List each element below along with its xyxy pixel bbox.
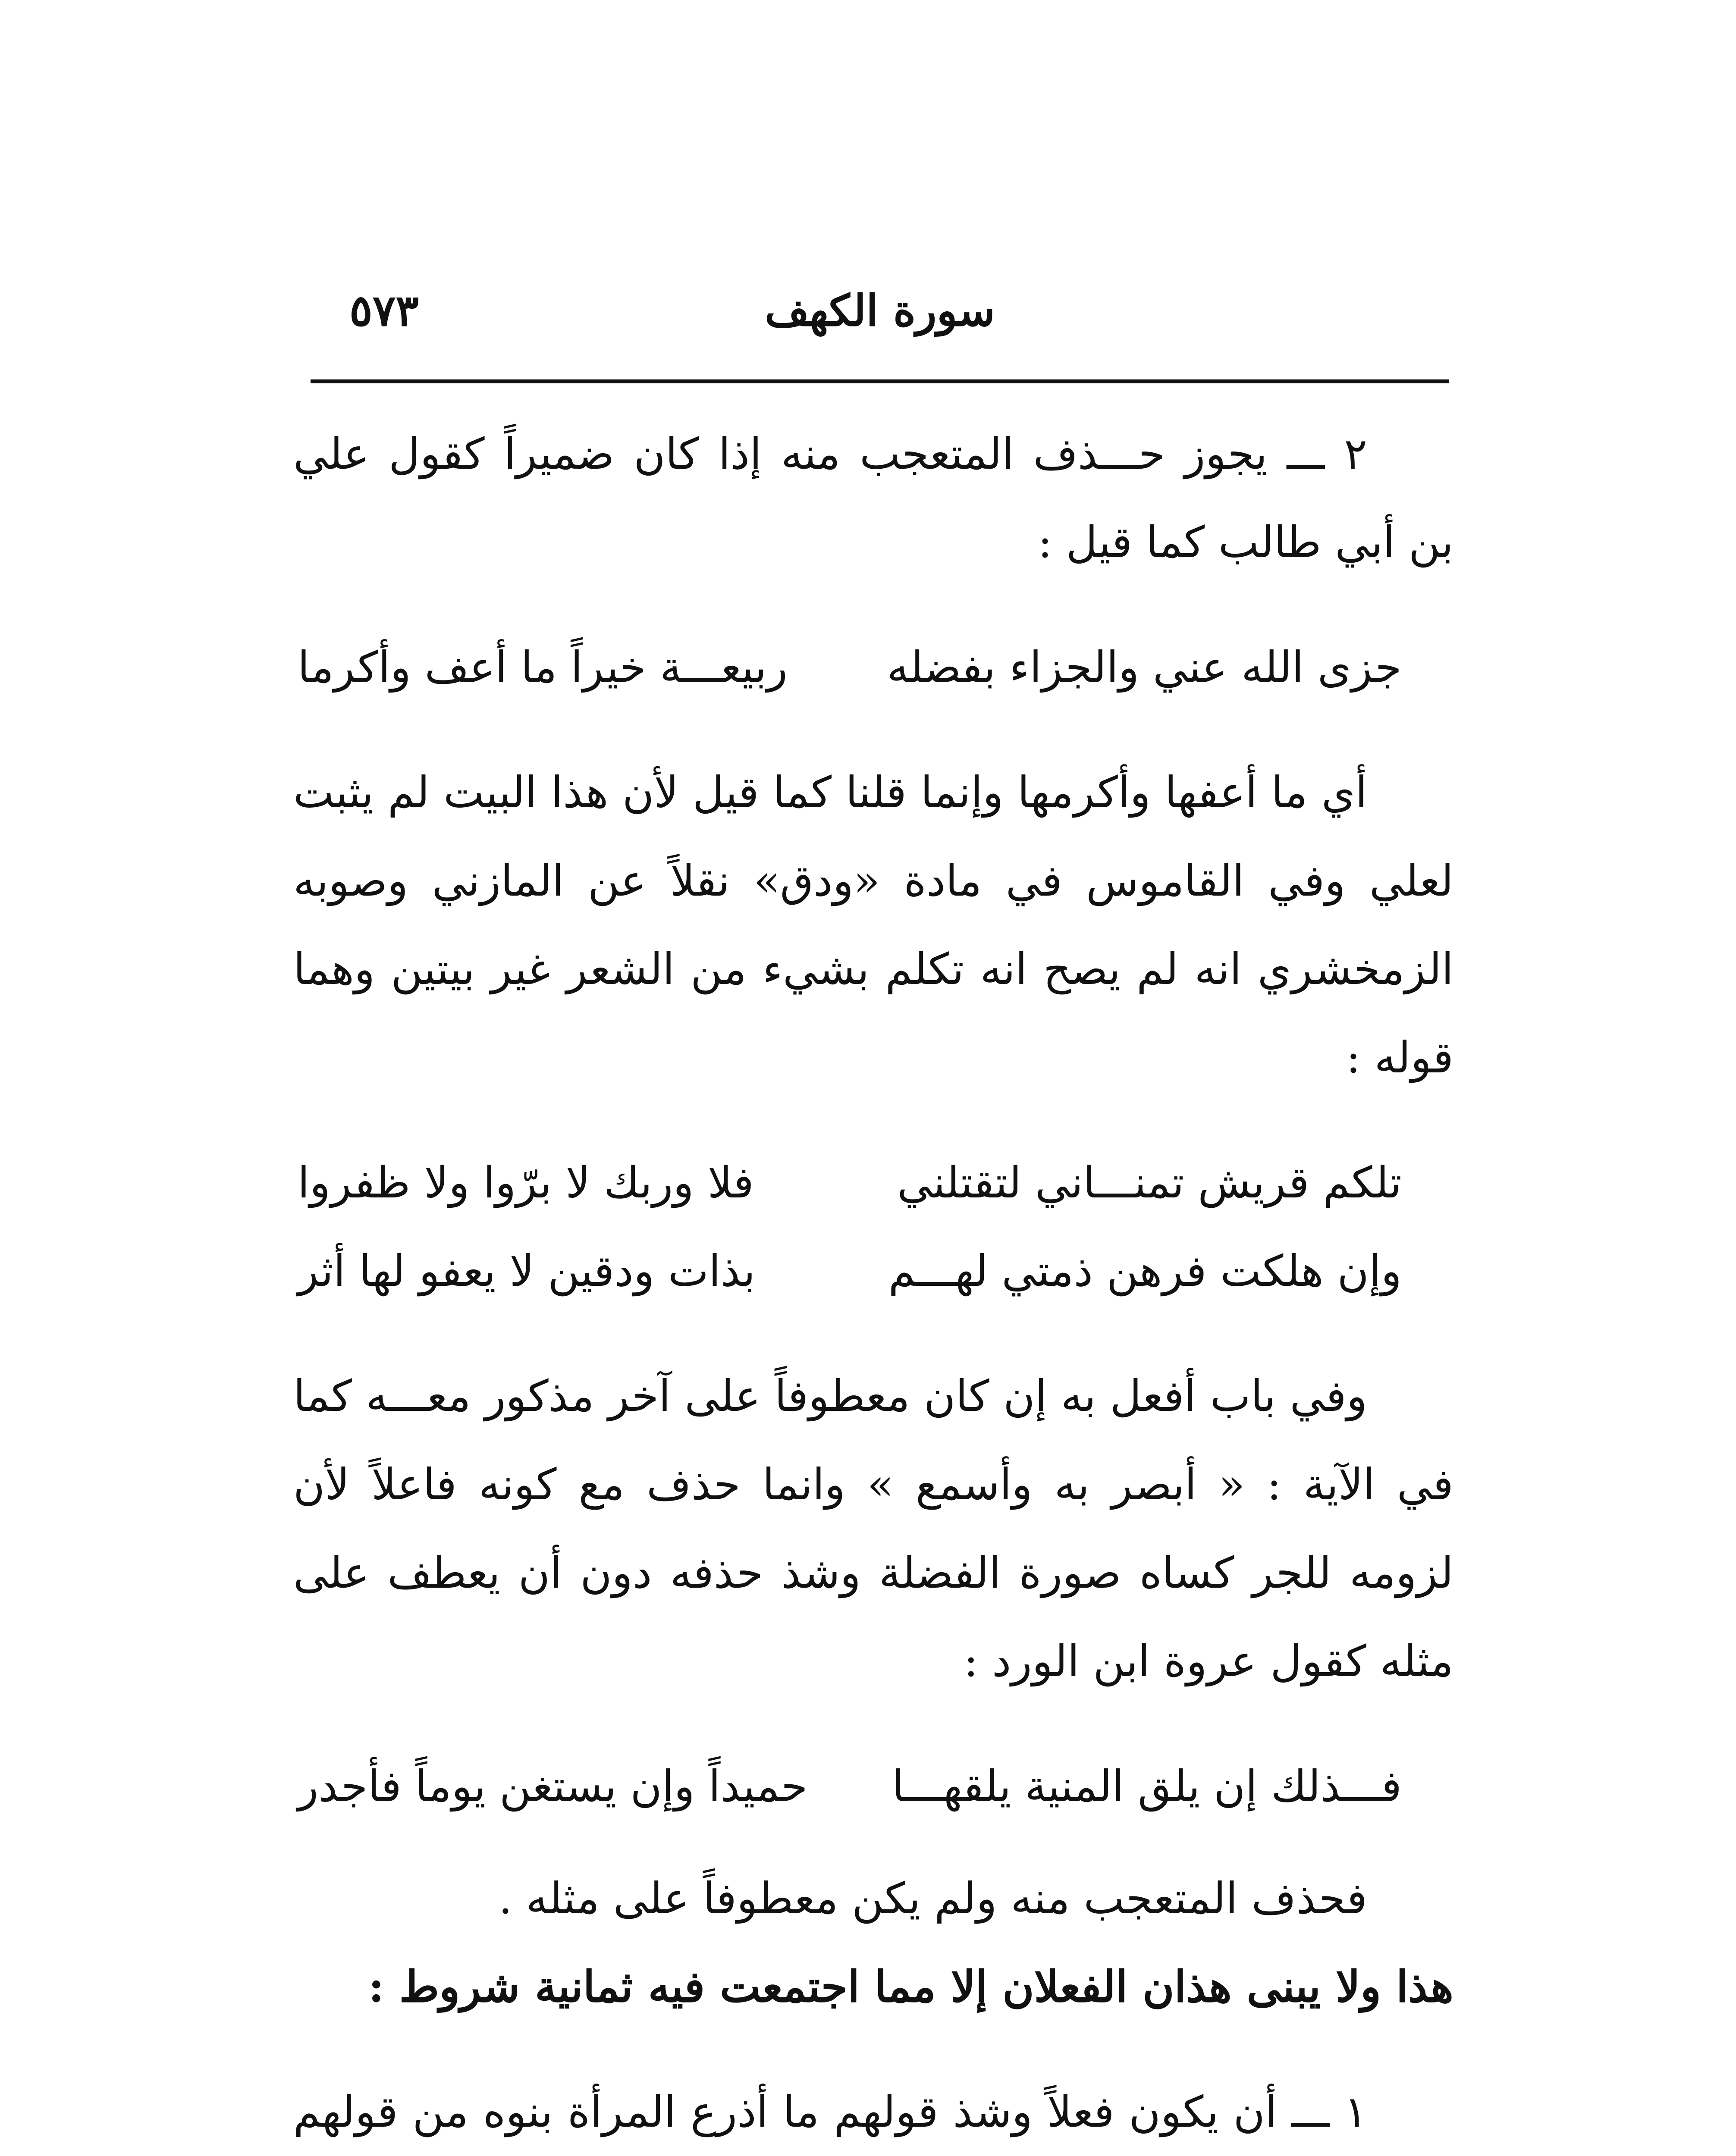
verse-line	[293, 1138, 1453, 1227]
verse-first-hemistich: فـــذلك إن يلق المنية يلقهـــا	[892, 1761, 1402, 1811]
verse-first-hemistich: وإن هلكت فرهن ذمتي لهـــم	[888, 1246, 1402, 1296]
running-header	[311, 280, 1449, 341]
header-divider	[311, 379, 1449, 383]
paragraph-conditions-intro: هذا ولا يبنى هذان الفعلان إلا مما اجتمعت فيه ثمانية شروط :	[368, 1961, 1453, 2012]
verse-first-hemistich: جزى الله عني والجزاء بفضله	[887, 642, 1402, 693]
verse-line	[293, 1742, 1453, 1830]
verse-second-hemistich: فلا وربك لا برّوا ولا ظفروا	[298, 1157, 754, 1208]
verse-second-hemistich: حميداً وإن يستغن يوماً فأجدر	[298, 1761, 808, 1811]
verse-line	[293, 623, 1453, 711]
paragraph-condition-2: ٢ ـــ يجوز حـــذف المتعجب منه إذا كان ضميراً كقول علي بن أبي طالب كما قيل :	[293, 429, 1453, 567]
verse-first-hemistich: تلكم قريش تمنـــاني لتقتلني	[897, 1157, 1402, 1208]
paragraph-explanation: أي ما أعفها وأكرمها وإنما قلنا كما قيل لأن هذا البيت لم يثبت لعلي وفي القاموس في مادة «ودق» نقلاً عن المازني وصوبه الزمخشري انه لم يصح انه تكلم بشيء من الشعر غير بيتين وهما قوله :	[293, 767, 1453, 1083]
verse-second-hemistich: بذات ودقين لا يعفو لها أثر	[298, 1246, 756, 1296]
paragraph-condition-1: ١ ـــ أن يكون فعلاً وشذ قولهم ما أذرع المرأة بنوه من قولهم	[293, 2087, 1367, 2137]
chapter-title: سورة الكهف	[764, 285, 995, 336]
paragraph-omission-note: فحذف المتعجب منه ولم يكن معطوفاً على مثله .	[498, 1873, 1367, 1924]
verse-line	[293, 1227, 1453, 1315]
page-body	[293, 410, 1453, 2156]
paragraph-afil-bihi: وفي باب أفعل به إن كان معطوفاً على آخر مذكور معـــه كما في الآية : « أبصر به وأسمع » وانما حذف مع كونه فاعلاً لأن لزومه للجر كساه صورة الفضلة وشذ حذفه دون أن يعطف على مثله كقول عروة ابن الورد :	[293, 1371, 1453, 1686]
page-number: ٥٧٣	[349, 285, 419, 336]
verse-second-hemistich: ربيعـــة خيراً ما أعف وأكرما	[298, 642, 788, 693]
